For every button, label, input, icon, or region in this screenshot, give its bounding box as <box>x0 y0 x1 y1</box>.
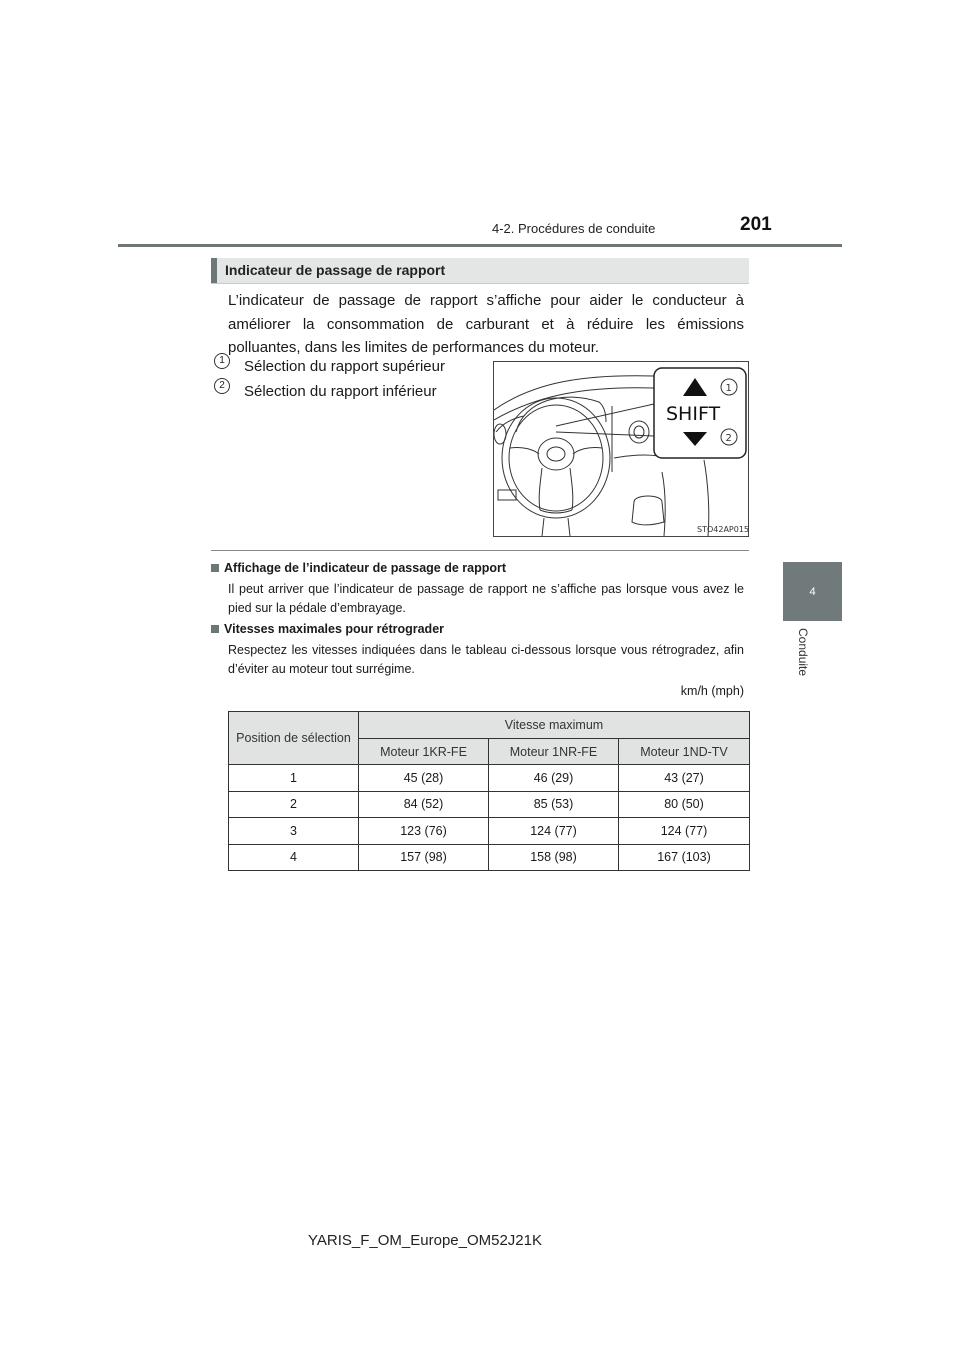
table-cell: 46 (29) <box>489 765 619 792</box>
table-header-engine: Moteur 1ND-TV <box>619 739 750 765</box>
chapter-tab[interactable] <box>783 562 842 621</box>
table-cell: 2 <box>229 791 359 818</box>
table-header-engine: Moteur 1KR-FE <box>359 739 489 765</box>
square-bullet-icon <box>211 564 219 572</box>
note-body: Il peut arriver que l’indicateur de passage de rapport ne s’affiche pas lorsque vous avez le pied sur la pédale d’embrayage. <box>228 582 744 615</box>
note-title <box>211 622 444 636</box>
list-item-label: Sélection du rapport supérieur <box>244 358 445 375</box>
dashboard-drawing <box>494 362 748 536</box>
table-cell: 80 (50) <box>619 791 750 818</box>
table-cell: 158 (98) <box>489 844 619 871</box>
table-cell: 124 (77) <box>489 818 619 845</box>
chapter-number: 4 <box>809 585 816 598</box>
table-cell: 43 (27) <box>619 765 750 792</box>
table-cell: 84 (52) <box>359 791 489 818</box>
table-cell: 45 (28) <box>359 765 489 792</box>
figure-code: STO42AP015 <box>697 525 748 534</box>
page-number: 201 <box>740 214 772 235</box>
table-header-engine: Moteur 1NR-FE <box>489 739 619 765</box>
shift-label: SHIFT <box>666 403 721 425</box>
table-row <box>229 844 750 871</box>
table-row <box>229 791 750 818</box>
chapter-label-text: Conduite <box>796 628 810 677</box>
section-divider <box>211 550 749 551</box>
square-bullet-icon <box>211 625 219 633</box>
table-cell: 4 <box>229 844 359 871</box>
table-row <box>229 818 750 845</box>
section-title-bar <box>211 258 749 284</box>
callout-number: 1 <box>214 353 230 369</box>
note-title-text: Vitesses maximales pour rétrograder <box>224 622 445 636</box>
note-body: Respectez les vitesses indiquées dans le tableau ci-dessous lorsque vous rétrogradez, afin d’éviter au moteur tout surrégime. <box>228 643 744 676</box>
chapter-label <box>796 628 816 688</box>
table-header-position: Position de sélection <box>229 712 359 765</box>
table-cell: 167 (103) <box>619 844 750 871</box>
section-title: Indicateur de passage de rapport <box>225 262 446 278</box>
table-cell: 85 (53) <box>489 791 619 818</box>
callout-number: 2 <box>725 433 732 444</box>
table-row <box>229 765 750 792</box>
header-section-title: 4-2. Procédures de conduite <box>492 221 656 236</box>
note-title-text: Affichage de l’indicateur de passage de rapport <box>224 561 507 575</box>
list-item <box>214 354 445 375</box>
table-header-group: Vitesse maximum <box>359 712 750 739</box>
section-accent <box>211 258 217 283</box>
header-rule <box>118 244 842 247</box>
callout-number: 2 <box>214 378 230 394</box>
table-cell: 157 (98) <box>359 844 489 871</box>
table-cell: 124 (77) <box>619 818 750 845</box>
table-unit: km/h (mph) <box>680 684 744 698</box>
list-item-label: Sélection du rapport inférieur <box>244 383 437 400</box>
max-speed-table <box>228 711 750 871</box>
intro-paragraph: L’indicateur de passage de rapport s’affiche pour aider le conducteur à améliorer la consommation de carburant et à réduire les émissions polluantes, dans les limites de performances du moteur. <box>228 292 744 356</box>
table-cell: 3 <box>229 818 359 845</box>
table-cell: 123 (76) <box>359 818 489 845</box>
note-title <box>211 561 506 575</box>
list-item <box>214 379 437 400</box>
table-cell: 1 <box>229 765 359 792</box>
document-code: YARIS_F_OM_Europe_OM52J21K <box>308 1232 543 1249</box>
callout-number: 1 <box>725 383 732 394</box>
shift-indicator-illustration <box>493 361 749 537</box>
